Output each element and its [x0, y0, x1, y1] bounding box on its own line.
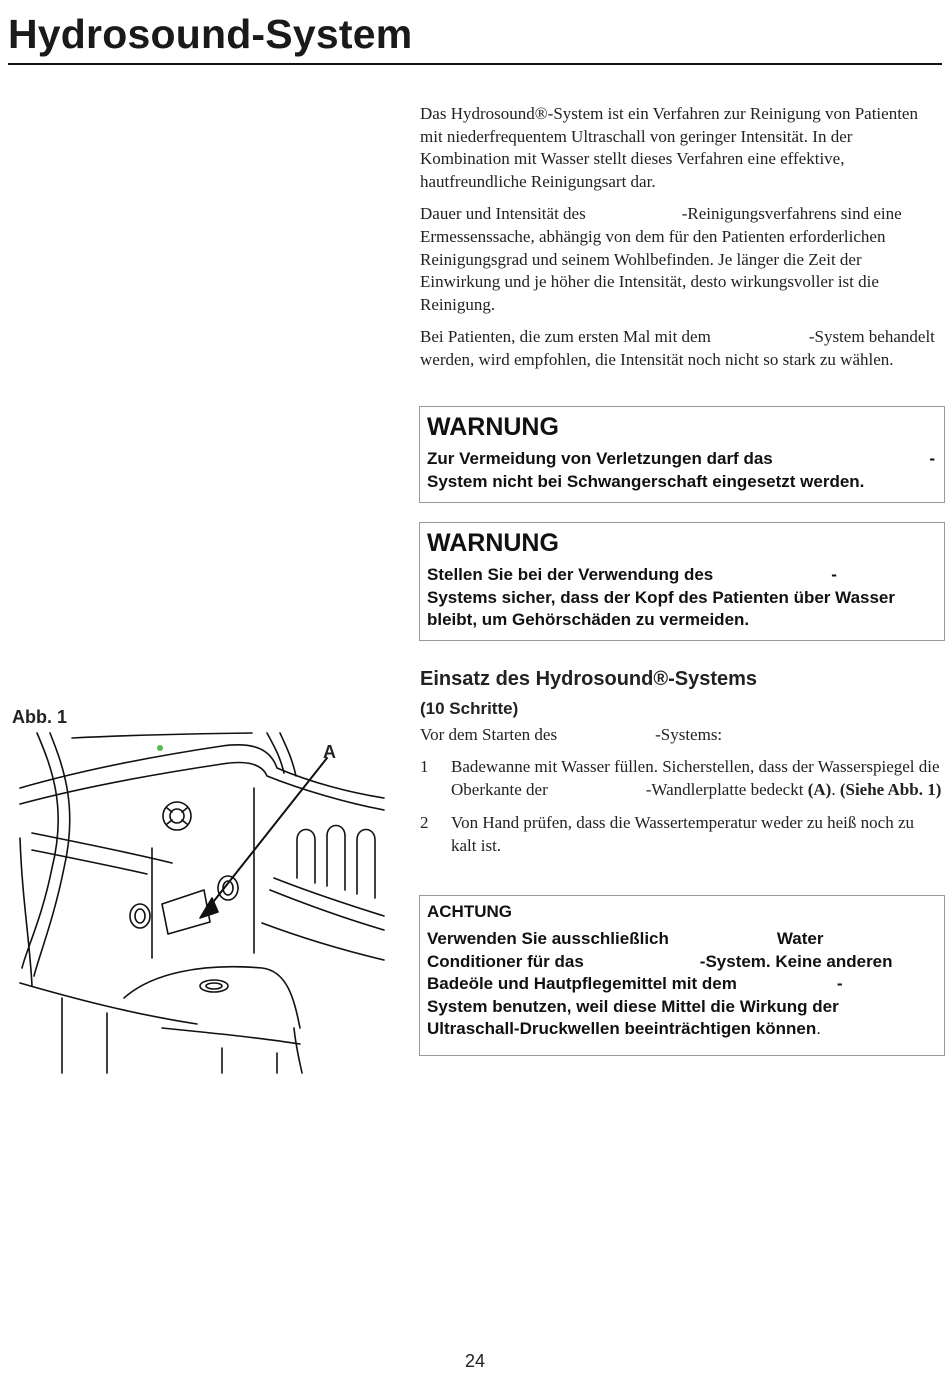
step-number: 1: [420, 757, 429, 776]
caution-text-f: System benutzen, weil diese Mittel die Wirkung der Ultraschall-Druckwellen beeinträchtigen können: [427, 996, 839, 1039]
section-lead-b: -Systems:: [655, 725, 723, 744]
warning1-text-b: -: [929, 449, 935, 468]
caution-text-c: Conditioner für das: [427, 951, 584, 971]
intro-paragraph-3: [420, 326, 942, 371]
caution-text: [427, 928, 935, 1041]
intro-text: [420, 103, 942, 382]
section-lead: [420, 724, 942, 747]
section-title: Einsatz des Hydrosound®-Systems: [420, 668, 758, 690]
section-subtitle: (10 Schritte): [420, 699, 519, 718]
intro-p3-part-a: Bei Patienten, die zum ersten Mal mit dem: [420, 327, 711, 347]
title-rule: [8, 63, 942, 65]
figure-label: Abb. 1: [12, 707, 68, 727]
warning2-text-a: Stellen Sie bei der Verwendung des: [427, 565, 714, 584]
intro-p3-part-b: -System behandelt werden, wird empfohlen, die Intensität noch nicht so stark zu wählen.: [420, 327, 935, 369]
step-1-ref-a: (A): [807, 779, 832, 799]
step-1-text-a: Badewanne mit Wasser füllen. Sicherstellen, dass der Wasserspiegel die Oberkante der: [451, 757, 940, 799]
list-item: [420, 756, 942, 801]
step-1-separator: .: [831, 779, 840, 799]
intro-p2-part-a: Dauer und Intensität des: [420, 204, 586, 224]
page-number: 24: [464, 1351, 486, 1371]
step-2-text: Von Hand prüfen, dass die Wassertemperatur weder zu heiß noch zu kalt ist.: [451, 813, 914, 855]
warning1-text-c: System nicht bei Schwangerschaft eingesetzt werden.: [427, 471, 865, 491]
caution-text-a: Verwenden Sie ausschließlich: [427, 929, 669, 948]
intro-paragraph-2: [420, 203, 942, 316]
page-title: Hydrosound-System: [8, 11, 413, 57]
warning2-text-c: Systems sicher, dass der Kopf des Patienten über Wasser bleibt, um Gehörschäden zu vermeiden.: [427, 587, 895, 630]
caution-box: [419, 895, 945, 1056]
section-lead-a: Vor dem Starten des: [420, 725, 558, 744]
warning2-text-b: -: [831, 565, 837, 584]
warning-heading: WARNUNG: [427, 529, 559, 557]
list-item: [420, 812, 942, 857]
bathtub-figure: [12, 728, 387, 1078]
step-1-text-b: -Wandlerplatte bedeckt: [645, 779, 804, 799]
warning-box-1: [419, 406, 945, 503]
intro-p2-part-b: -Reinigungsverfahrens sind eine Ermessenssache, abhängig von dem für den Patienten erforderlichen Reinigungsgrad und seinem Wohlbefinden. Je länger die Zeit der Einwirkung und je höher die Intensität, desto wirkungsvoller ist die Reinigung.: [420, 204, 902, 314]
steps-list: [420, 756, 942, 868]
caution-text-g: .: [816, 1019, 821, 1039]
warning1-text-a: Zur Vermeidung von Verletzungen darf das: [427, 449, 773, 468]
caution-text-e: -: [836, 974, 843, 994]
warning-text: [427, 564, 935, 632]
warning-heading: WARNUNG: [427, 413, 559, 441]
step-1-ref-figure: (Siehe Abb. 1): [839, 779, 942, 799]
warning-box-2: [419, 522, 945, 641]
caution-heading: ACHTUNG: [427, 902, 512, 921]
step-number: 2: [420, 813, 429, 833]
intro-paragraph-1: Das Hydrosound®-System ist ein Verfahren zur Reinigung von Patienten mit niederfrequentem Ultraschall von geringer Intensität. In der Kombination mit Wasser stellt dieses Verfahren eine effektive, hautfreundliche Reinigungsart dar.: [420, 104, 918, 191]
caution-text-d: -System. Keine anderen Badeöle und Hautpflegemittel mit dem: [427, 951, 893, 994]
warning-text: [427, 448, 935, 493]
figure-callout-label: A: [323, 742, 336, 762]
caution-text-b: Water: [776, 929, 824, 948]
